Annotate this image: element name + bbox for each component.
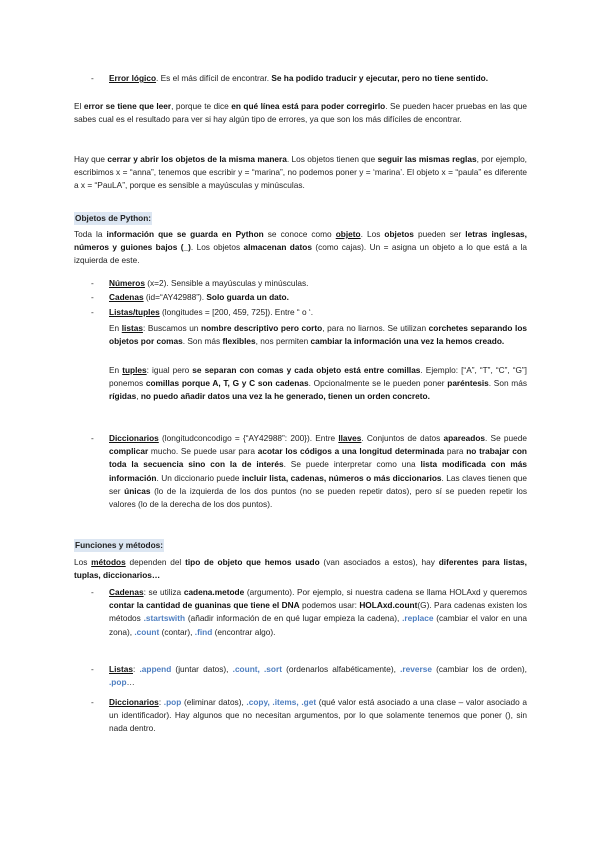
bullet-dash: - bbox=[91, 73, 94, 83]
bullet-dash: - bbox=[91, 278, 94, 288]
heading-objetos-python: Objetos de Python: bbox=[74, 212, 152, 225]
list-item-numeros: Números (x=2). Sensible a mayúsculas y minúsculas. bbox=[109, 278, 309, 288]
bullet-dash: - bbox=[91, 587, 94, 597]
paragraph-metodos: Los métodos dependen del tipo de objeto que hemos usado (van asociados a estos), hay diferentes para listas, tuplas, diccionarios… bbox=[74, 557, 527, 581]
list-item-cadenas: Cadenas (id=“AY42988”). Solo guarda un dato. bbox=[109, 292, 289, 302]
bullet-dash: - bbox=[91, 433, 94, 443]
paragraph-objetos-reglas: Hay que cerrar y abrir los objetos de la misma manera. Los objetos tienen que seguir las mismas reglas, por ejemplo, escribimos x = “anna”, tenemos que escribir y = “marina”, no podemos poner y = ‘marina’. El objeto x = “paula” es diferente a x = “PauLA”, porque es sensible a mayúsculas y minúsculas. bbox=[74, 154, 527, 191]
list-item-metodos-cadenas: Cadenas: se utiliza cadena.metode (argumento). Por ejemplo, si nuestra cadena se llama HOLAxd y queremos contar la cantidad de guaninas que tiene el DNA podemos usar: HOLAxd.count(G). Para cadenas existen los métodos .startswith (añadir información de en qué lugar empieza la cadena), .replace (cambiar el valor en una zona), .count (contar), .find (encontrar algo). bbox=[109, 587, 528, 637]
bullet-dash: - bbox=[91, 664, 94, 674]
list-item-metodos-diccionarios: Diccionarios: .pop (eliminar datos), .copy, .items, .get (qué valor está asociado a una clase – valor asociado a un identificador). Hay algunos que no necesitan argumentos, por lo que solamente tenemos que poner (), sin nada dentro. bbox=[109, 697, 527, 734]
term-error-logico: Error lógico bbox=[109, 73, 157, 83]
paragraph-error: El error se tiene que leer, porque te dice en qué línea está para poder corregirlo. Se pueden hacer pruebas en las que sabes cual es el resultado para ver si hay algún tipo de errores, ya que son los más difíciles de encontrar. bbox=[74, 101, 527, 125]
subparagraph-tuples: En tuples: igual pero se separan con comas y cada objeto está entre comillas. Ejemplo: [“A”, “T”, “C”, “G”] ponemos comillas porque A, T, G y C son cadenas. Opcionalmente se le pueden poner paréntesis. Son más rígidas, no puedo añadir datos una vez la he generado, tienen un orden concreto. bbox=[109, 365, 527, 402]
list-item-metodos-listas: Listas: .append (juntar datos), .count, .sort (ordenarlos alfabéticamente), .reverse (cambiar los de orden), .pop… bbox=[109, 664, 527, 688]
bullet-dash: - bbox=[91, 697, 94, 707]
paragraph-objetos: Toda la información que se guarda en Python se conoce como objeto. Los objetos pueden ser letras inglesas, números y guiones bajos (_). Los objetos almacenan datos (como cajas). Un = asigna un objeto a lo que está a la izquierda de este. bbox=[74, 229, 528, 266]
heading-funciones-metodos: Funciones y métodos: bbox=[74, 539, 164, 552]
list-item-diccionarios: Diccionarios (longitudconcodigo = {“AY42988”: 200}). Entre llaves. Conjuntos de datos apareados. Se puede complicar mucho. Se puede usar para acotar los códigos a una longitud determinada para no trabajar con toda la secuencia sino con la de interés. Se puede interpretar como una lista modificada con más información. Un diccionario puede incluir lista, cadenas, números o más diccionarios. Las claves tienen que ser únicas (lo de la izquierda de los dos puntos (no se pueden repetir datos), pero sí se pueden repetir los valores (lo de la derecha de los dos puntos). bbox=[109, 433, 528, 510]
bullet-dash: - bbox=[91, 307, 94, 317]
list-item-listas-tuples: Listas/tuples (longitudes = [200, 459, 725]). Entre “ o ‘. bbox=[109, 307, 314, 317]
bullet-dash: - bbox=[91, 292, 94, 302]
list-item-error-logico: Error lógico. Es el más difícil de encontrar. Se ha podido traducir y ejecutar, pero no tiene sentido. bbox=[109, 73, 489, 83]
subparagraph-listas: En listas: Buscamos un nombre descriptivo pero corto, para no liarnos. Se utilizan corchetes separando los objetos por comas. Son más flexibles, nos permiten cambiar la información una vez la hemos creado. bbox=[109, 323, 528, 347]
